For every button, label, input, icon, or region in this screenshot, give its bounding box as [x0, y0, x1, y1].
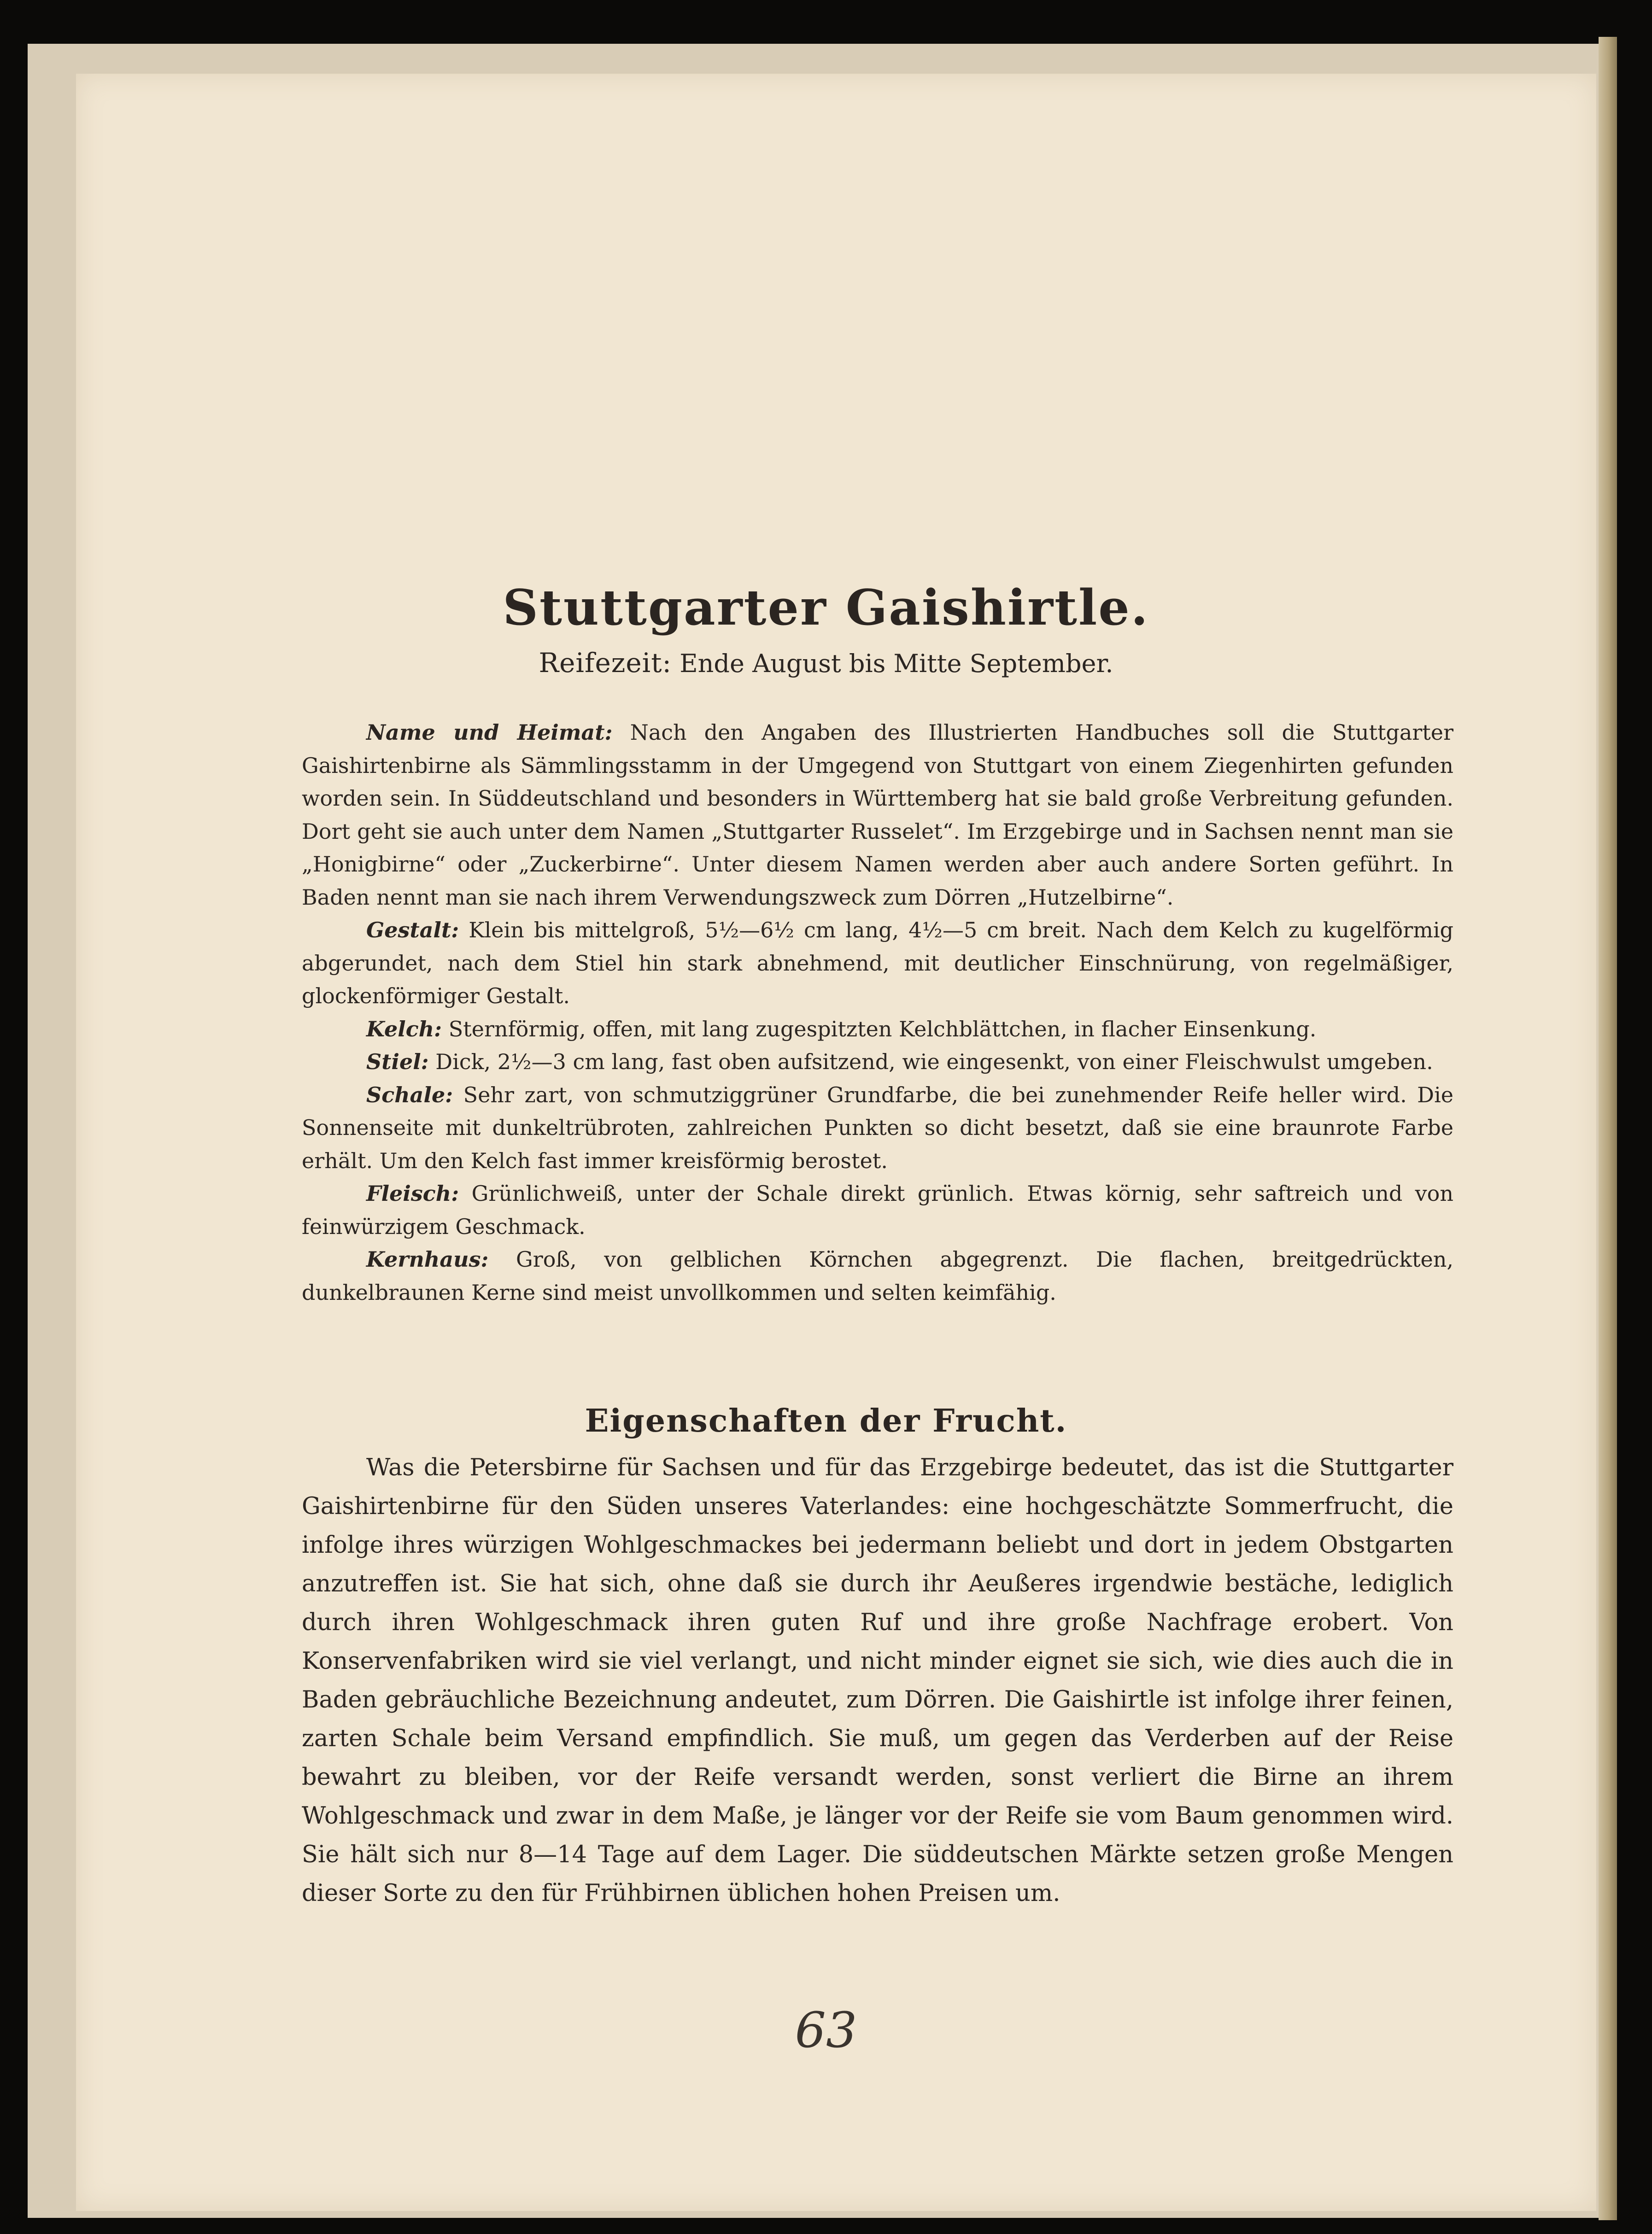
description-key: Schale:	[366, 1082, 453, 1107]
description-text: Klein bis mittelgroß, 5½—6½ cm lang, 4½—5 cm breit. Nach dem Kelch zu kugelförmig abgerundet, nach dem Stiel hin stark abnehmend, mit deutlicher Einschnürung, von regelmäßiger, glockenförmiger Gestalt.	[302, 918, 1453, 1008]
properties-paragraph: Was die Petersbirne für Sachsen und für das Erzgebirge bedeutet, das ist die Stuttgarter Gaishirtenbirne für den Süden unseres Vaterlandes: eine hochgeschätzte Sommerfrucht, die infolge ihres würzigen Wohlgeschmackes bei jedermann beliebt und dort in jedem Obstgarten anzutreffen ist. Sie hat sich, ohne daß sie durch ihr Aeußeres irgendwie bestäche, lediglich durch ihren Wohlgeschmack ihren guten Ruf und ihre große Nachfrage erobert. Von Konservenfabriken wird sie viel verlangt, und nicht minder eignet sie sich, wie dies auch die in Baden gebräuchliche Bezeichnung andeutet, zum Dörren. Die Gaishirtle ist infolge ihrer feinen, zarten Schale beim Versand empfindlich. Sie muß, um gegen das Verderben auf der Reise bewahrt zu bleiben, vor der Reife versandt werden, sonst verliert die Birne an ihrem Wohlgeschmack und zwar in dem Maße, je länger vor der Reife sie vom Baum genommen wird. Sie hält sich nur 8—14 Tage auf dem Lager. Die süddeutschen Märkte setzen große Mengen dieser Sorte zu den für Frühbirnen üblichen hohen Preisen um.	[302, 1454, 1453, 1907]
description-text: Dick, 2½—3 cm lang, fast oben aufsitzend, wie eingesenkt, von einer Fleischwulst umgeben.	[428, 1049, 1433, 1074]
ripening-value: Ende August bis Mitte September.	[672, 649, 1113, 678]
description-key: Fleisch:	[366, 1181, 459, 1206]
description-section	[302, 716, 1453, 1309]
description-paragraph-schale	[302, 1079, 1453, 1178]
description-key: Kernhaus:	[366, 1247, 489, 1272]
description-paragraph-stiel	[302, 1046, 1453, 1079]
description-key: Stiel:	[366, 1049, 429, 1074]
description-paragraph-kernhaus	[302, 1243, 1453, 1309]
description-text: Sternförmig, offen, mit lang zugespitzten Kelchblättchen, in flacher Einsenkung.	[442, 1016, 1317, 1041]
page-edge	[1599, 37, 1617, 2220]
ripening-label: Reifezeit:	[539, 647, 672, 678]
description-text: Sehr zart, von schmutziggrüner Grundfarbe, die bei zunehmender Reife heller wird. Die Sonnenseite mit dunkeltrübroten, zahlreichen Punkten so dicht besetzt, daß sie eine braunrote Farbe erhält. Um den Kelch fast immer kreisförmig berostet.	[302, 1082, 1453, 1173]
section-title: Eigenschaften der Frucht.	[585, 1403, 1067, 1440]
description-paragraph-kelch	[302, 1013, 1453, 1046]
description-text: Nach den Angaben des Illustrierten Handbuches soll die Stuttgarter Gaishirtenbirne als Sämmlingsstamm in der Umgegend von Stuttgart von einem Ziegenhirten gefunden worden sein. In Süddeutschland und besonders in Württemberg hat sie bald große Verbreitung gefunden. Dort geht sie auch unter dem Namen „Stuttgarter Russelet“. Im Erzgebirge und in Sachsen nennt man sie „Honigbirne“ oder „Zuckerbirne“. Unter diesem Namen werden aber auch andere Sorten geführt. In Baden nennt man sie nach ihrem Verwendungszweck zum Dörren „Hutzelbirne“.	[302, 720, 1453, 910]
properties-section	[302, 1449, 1453, 1913]
description-key: Kelch:	[366, 1016, 442, 1041]
description-paragraph-name-heimat	[302, 716, 1453, 914]
description-paragraph-gestalt	[302, 914, 1453, 1013]
description-paragraph-fleisch	[302, 1177, 1453, 1243]
description-key: Gestalt:	[366, 918, 459, 942]
description-text: Grünlichweiß, unter der Schale direkt grünlich. Etwas körnig, sehr saftreich und von feinwürzigem Geschmack.	[302, 1181, 1453, 1239]
page-number: 63	[795, 2002, 857, 2059]
description-text: Groß, von gelblichen Körnchen abgegrenzt. Die flachen, breitgedrückten, dunkelbraunen Kerne sind meist unvollkommen und selten keimfähig.	[302, 1247, 1453, 1305]
document-title: Stuttgarter Gaishirtle.	[503, 579, 1149, 637]
ripening-time	[0, 649, 1652, 676]
description-key: Name und Heimat:	[366, 720, 613, 745]
